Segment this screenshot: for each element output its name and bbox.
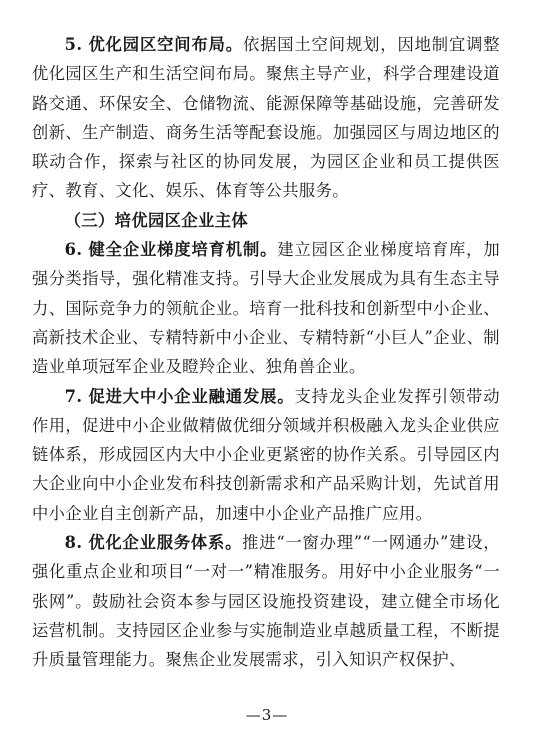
item-number: 6.	[64, 240, 83, 260]
item-number: 7.	[64, 386, 83, 406]
item-lead: 优化园区空间布局。	[88, 35, 243, 54]
document-page	[32, 30, 500, 675]
item-body: 推进“一窗办理”“一网通办”建设，强化重点企业和项目“一对一”精准服务。用好中小企业服务“一张网”。鼓励社会资本参与园区设施投资建设，建立健全市场化运营机制。支持园区企业参与实施制造业卓越质量工程，不断提升质量管理能力。聚焦企业发展需求，引入知识产权保护、	[32, 533, 500, 670]
item-body: 依据国土空间规划，因地制宜调整优化园区生产和生活空间布局。聚焦主导产业，科学合理建设道路交通、环保安全、仓储物流、能源保障等基础设施，完善研发创新、生产制造、商务生活等配套设施。加强园区与周边地区的联动合作，探索与社区的协同发展，为园区企业和员工提供医疗、教育、文化、娱乐、体育等公共服务。	[32, 35, 500, 201]
page-number: —3—	[245, 706, 289, 724]
item-number: 8.	[64, 533, 83, 553]
paragraph-7	[32, 382, 500, 528]
paragraph-6	[32, 235, 500, 381]
paragraph-8	[32, 528, 500, 674]
item-lead: 优化企业服务体系。	[88, 533, 243, 553]
item-lead: 健全企业梯度培育机制。	[88, 240, 278, 260]
item-body: 建立园区企业梯度培育库，加强分类指导，强化精准支持。引导大企业发展成为具有生态主导力、国际竞争力的领航企业。培育一批科技和创新型中小企业、高新技术企业、专精特新中小企业、专精特新“小巨人”企业、制造业单项冠军企业及瞪羚企业、独角兽企业。	[32, 240, 501, 377]
item-lead: 促进大中小企业融通发展。	[88, 386, 295, 406]
item-body: 支持龙头企业发挥引领带动作用，促进中小企业做精做优细分领域并积极融入龙头企业供应链体系，形成园区内大中小企业更紧密的协作关系。引导园区内大企业向中小企业发布科技创新需求和产品采购计划，先试首用中小企业自主创新产品，加速中小企业产品推广应用。	[32, 386, 500, 523]
section-heading: （三）培优园区企业主体	[64, 210, 249, 230]
item-number: 5.	[64, 35, 83, 54]
paragraph-5	[32, 30, 500, 206]
